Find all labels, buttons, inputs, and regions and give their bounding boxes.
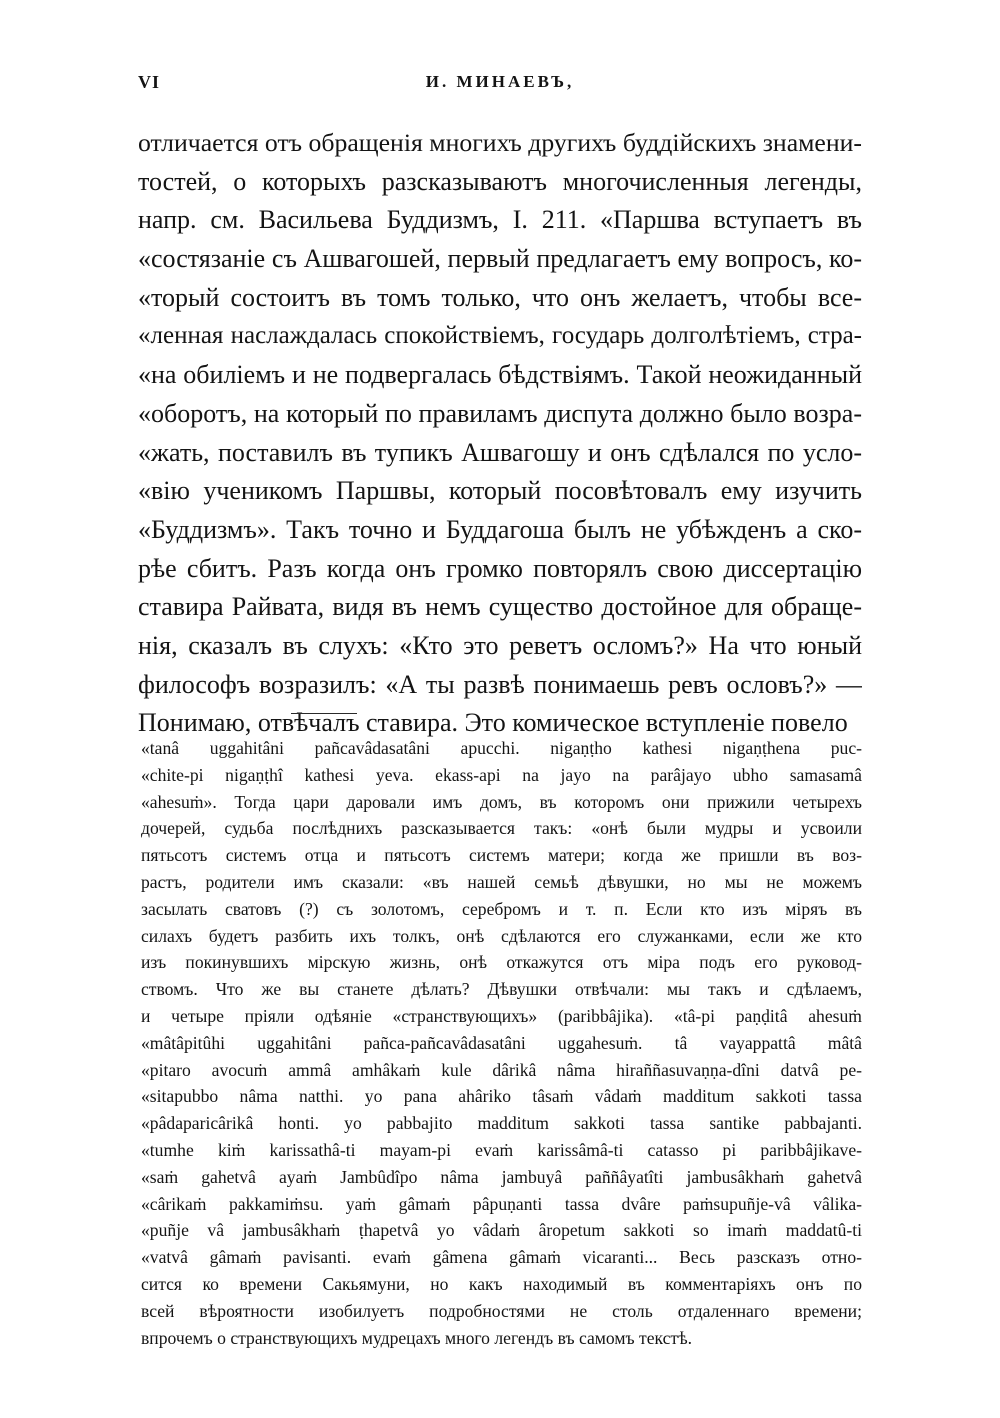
text-line: «Буддизмъ». Такъ точно и Буддагоша былъ не убѣжденъ а ско-	[138, 514, 862, 544]
running-head: И. МИНАЕВЪ,	[425, 72, 575, 91]
text-line: напр. см. Васильева Буддизмъ, I. 211. «Паршва вступаетъ въ	[138, 205, 862, 235]
text-line: рѣе сбитъ. Разъ когда онъ громко повторялъ свою диссертацію	[138, 553, 862, 583]
footnote-line: «pâdaparicârikâ honti. yo pabbajito madditum sakkoti tassa santike pabbajanti.	[141, 1113, 862, 1134]
footnote	[141, 735, 862, 1351]
main-text	[138, 124, 862, 743]
text-line: «состязаніе съ Ашвагошей, первый предлагаетъ ему вопросъ, ко-	[138, 244, 862, 274]
footnote-separator	[291, 713, 357, 714]
text-line: «на обиліемъ и не подвергалась бѣдствіямъ. Такой неожиданный	[138, 360, 862, 390]
footnote-line: «puñje vâ jambusâkhaṁ ṭhapetvâ yo vâdaṁ âropetum sakkoti so imaṁ maddatû-ti	[141, 1220, 862, 1241]
text-line: ставира Райвата, видя въ немъ существо достойное для обраще-	[138, 592, 862, 622]
footnote-line: силахъ будетъ разбить ихъ толкъ, онѣ сдѣлаются его служанками, если же кто	[141, 925, 862, 946]
footnote-line: «chite-pi nigaṇṭhî kathesi yeva. ekass-api na jayo na parâjayo ubho samasamâ	[141, 764, 862, 785]
footnote-line: и четыре пріяли одѣяніе «странствующихъ» (paribbâjika). «tâ-pi paṇḍitâ ahesuṁ	[141, 1005, 862, 1026]
footnote-line: «cârikaṁ pakkamiṁsu. yaṁ gâmaṁ pâpuṇanti tassa dvâre paṁsupuñje-vâ vâlika-	[141, 1193, 862, 1214]
text-line: тостей, о которыхъ разсказываютъ многочисленныя легенды,	[138, 166, 862, 196]
footnote-line: «vatvâ gâmaṁ pavisanti. evaṁ gâmena gâmaṁ vicaranti... Весь разсказъ отно-	[141, 1247, 862, 1268]
footnote-line: изъ покинувшихъ мірскую жизнь, онѣ откажутся отъ міра подъ его руковод-	[141, 952, 862, 973]
text-line: «вію ученикомъ Паршвы, который посовѣтовалъ ему изучить	[138, 476, 862, 506]
text-line: «торый состоитъ въ томъ только, что онъ желаетъ, чтобы все-	[138, 282, 862, 312]
footnote-line: впрочемъ о странствующихъ мудрецахъ много легендъ въ самомъ текстѣ.	[141, 1327, 693, 1348]
text-line: нія, сказалъ въ слухъ: «Кто это реветъ осломъ?» На что юный	[138, 630, 862, 660]
text-line: философъ возразилъ: «А ты развѣ понимаешь ревъ ословъ?» —	[138, 669, 862, 699]
footnote-line: сится ко времени Сакьямуни, но какъ находимый въ комментаріяхъ онъ по	[141, 1273, 862, 1294]
footnote-line: «tumhe kiṁ karissathâ-ti mayam-pi evaṁ karissâmâ-ti catasso pi paribbâjikave-	[141, 1139, 862, 1160]
text-line: «оборотъ, на который по правиламъ диспута должно было возра-	[138, 398, 862, 428]
footnote-line: всей вѣроятности изобилуетъ подробностями не столь отдаленнаго времени;	[141, 1300, 862, 1321]
text-line: «ленная наслаждалась спокойствіемъ, государь долголѣтіемъ, стра-	[138, 322, 862, 350]
footnote-line: «ahesuṁ». Тогда цари даровали имъ домъ, въ которомъ они прижили четырехъ	[141, 791, 862, 812]
footnote-line: засылать сватовъ (?) съ золотомъ, серебромъ и т. п. Если кто изъ міряъ въ	[141, 898, 862, 919]
footnote-line: «tanâ uggahitâni pañcavâdasatâni apucchi. nigaṇṭho kathesi nigaṇṭhena puc-	[141, 738, 862, 758]
footnote-line: ствомъ. Что же вы станете дѣлать? Дѣвушки отвѣчали: мы такъ и сдѣлаемъ,	[141, 979, 862, 1000]
footnote-line: «sitapubbo nâma natthi. yo pana ahâriko tâsaṁ vâdaṁ madditum sakkoti tassa	[141, 1086, 862, 1107]
footnote-line: пятьсотъ системъ отца и пятьсотъ системъ матери; когда же пришли въ воз-	[141, 845, 862, 866]
footnote-line: «saṁ gahetvâ ayaṁ Jambûdîpo nâma jambuyâ paññâyatîti jambusâkhaṁ gahetvâ	[141, 1166, 862, 1187]
text-line: Понимаю, отвѣчалъ ставира. Это комическое вступленіе повело	[138, 708, 848, 738]
footnote-line: «mâtâpitûhi uggahitâni pañca-pañcavâdasatâni uggahesuṁ. tâ vayappattâ mâtâ	[141, 1032, 862, 1053]
footnote-line: «pitaro avocuṁ ammâ amhâkaṁ kule dârikâ nâma hiraññasuvaṇṇa-dîni datvâ pe-	[141, 1059, 862, 1080]
footnote-line: растъ, родители имъ сказали: «въ нашей семьѣ дѣвушки, но мы не можемъ	[141, 871, 862, 892]
text-line: отличается отъ обращенія многихъ другихъ буддійскихъ знамени-	[138, 128, 862, 157]
text-line: «жать, поставилъ въ тупикъ Ашвагошу и онъ сдѣлался по усло-	[138, 437, 862, 467]
footnote-line: дочерей, судьба послѣднихъ разсказывается такъ: «онѣ были мудры и усвоили	[141, 818, 862, 839]
page-header	[138, 72, 862, 102]
page-number: VI	[138, 72, 161, 92]
